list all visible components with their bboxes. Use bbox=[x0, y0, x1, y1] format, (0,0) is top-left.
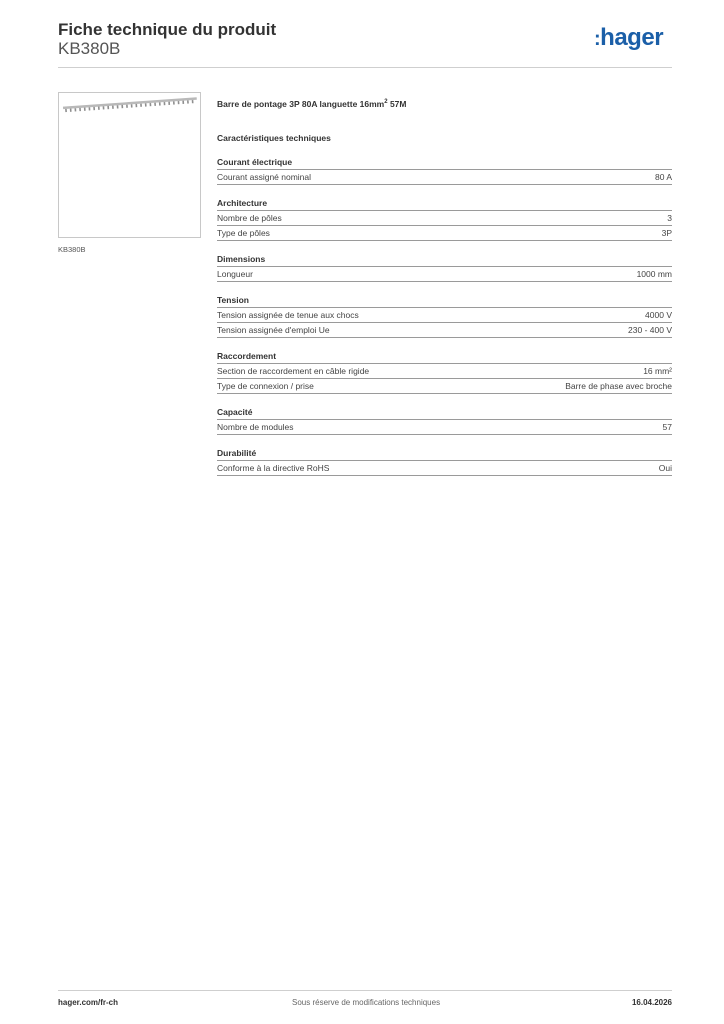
spec-value: 3P bbox=[661, 228, 672, 238]
spec-row bbox=[217, 267, 672, 282]
product-image bbox=[58, 92, 201, 238]
spec-section-title: Architecture bbox=[217, 196, 672, 211]
spec-label: Type de connexion / prise bbox=[217, 381, 314, 391]
busbar-image-icon bbox=[59, 93, 200, 237]
product-reference: KB380B bbox=[58, 39, 121, 58]
spec-section bbox=[217, 155, 672, 185]
spec-value: 3 bbox=[667, 213, 672, 223]
spec-label: Conforme à la directive RoHS bbox=[217, 463, 330, 473]
footer-divider bbox=[58, 990, 672, 991]
characteristics-sections bbox=[217, 155, 672, 476]
logo-text: hager bbox=[600, 24, 664, 51]
spec-section bbox=[217, 446, 672, 476]
spec-label: Type de pôles bbox=[217, 228, 270, 238]
spec-section-title: Courant électrique bbox=[217, 155, 672, 170]
spec-label: Tension assignée de tenue aux chocs bbox=[217, 310, 359, 320]
product-datasheet bbox=[217, 95, 672, 476]
spec-label: Tension assignée d'emploi Ue bbox=[217, 325, 330, 335]
hager-logo: :hager bbox=[594, 24, 664, 51]
spec-section-title: Raccordement bbox=[217, 349, 672, 364]
spec-section bbox=[217, 293, 672, 338]
page-title: Fiche technique du produit bbox=[58, 20, 277, 39]
spec-row bbox=[217, 364, 672, 379]
spec-value: Oui bbox=[658, 463, 672, 473]
spec-section-title: Capacité bbox=[217, 405, 672, 420]
spec-section bbox=[217, 349, 672, 394]
spec-value: 80 A bbox=[654, 172, 672, 182]
spec-row bbox=[217, 226, 672, 241]
spec-section-title: Durabilité bbox=[217, 446, 672, 461]
spec-value: 4000 V bbox=[645, 310, 672, 320]
header-divider bbox=[58, 67, 672, 68]
spec-value: Barre de phase avec broche bbox=[565, 381, 672, 391]
spec-label: Longueur bbox=[217, 269, 253, 279]
footer-date: 16.04.2026 bbox=[631, 998, 672, 1007]
spec-section bbox=[217, 252, 672, 282]
product-image-caption: KB380B bbox=[58, 245, 86, 254]
spec-row bbox=[217, 308, 672, 323]
spec-value: 230 - 400 V bbox=[628, 325, 672, 335]
characteristics-title: Caractéristiques techniques bbox=[217, 133, 331, 143]
spec-value: 57 bbox=[662, 422, 672, 432]
spec-row bbox=[217, 170, 672, 185]
spec-label: Section de raccordement en câble rigide bbox=[217, 366, 370, 376]
spec-row bbox=[217, 323, 672, 338]
spec-label: Nombre de modules bbox=[217, 422, 294, 432]
spec-section-title: Tension bbox=[217, 293, 672, 308]
spec-value: 16 mm² bbox=[643, 366, 672, 376]
footer-notice: Sous réserve de modifications techniques bbox=[292, 998, 441, 1007]
spec-row bbox=[217, 420, 672, 435]
footer-website: hager.com/fr-ch bbox=[58, 998, 119, 1007]
spec-label: Courant assigné nominal bbox=[217, 172, 312, 182]
spec-row bbox=[217, 211, 672, 226]
spec-label: Nombre de pôles bbox=[217, 213, 282, 223]
spec-value: 1000 mm bbox=[636, 269, 672, 279]
spec-section bbox=[217, 405, 672, 435]
product-description: Barre de pontage 3P 80A languette $16mm^2$ 57M bbox=[217, 98, 407, 109]
spec-row bbox=[217, 379, 672, 394]
spec-row bbox=[217, 461, 672, 476]
spec-section-title: Dimensions bbox=[217, 252, 672, 267]
spec-section bbox=[217, 196, 672, 241]
